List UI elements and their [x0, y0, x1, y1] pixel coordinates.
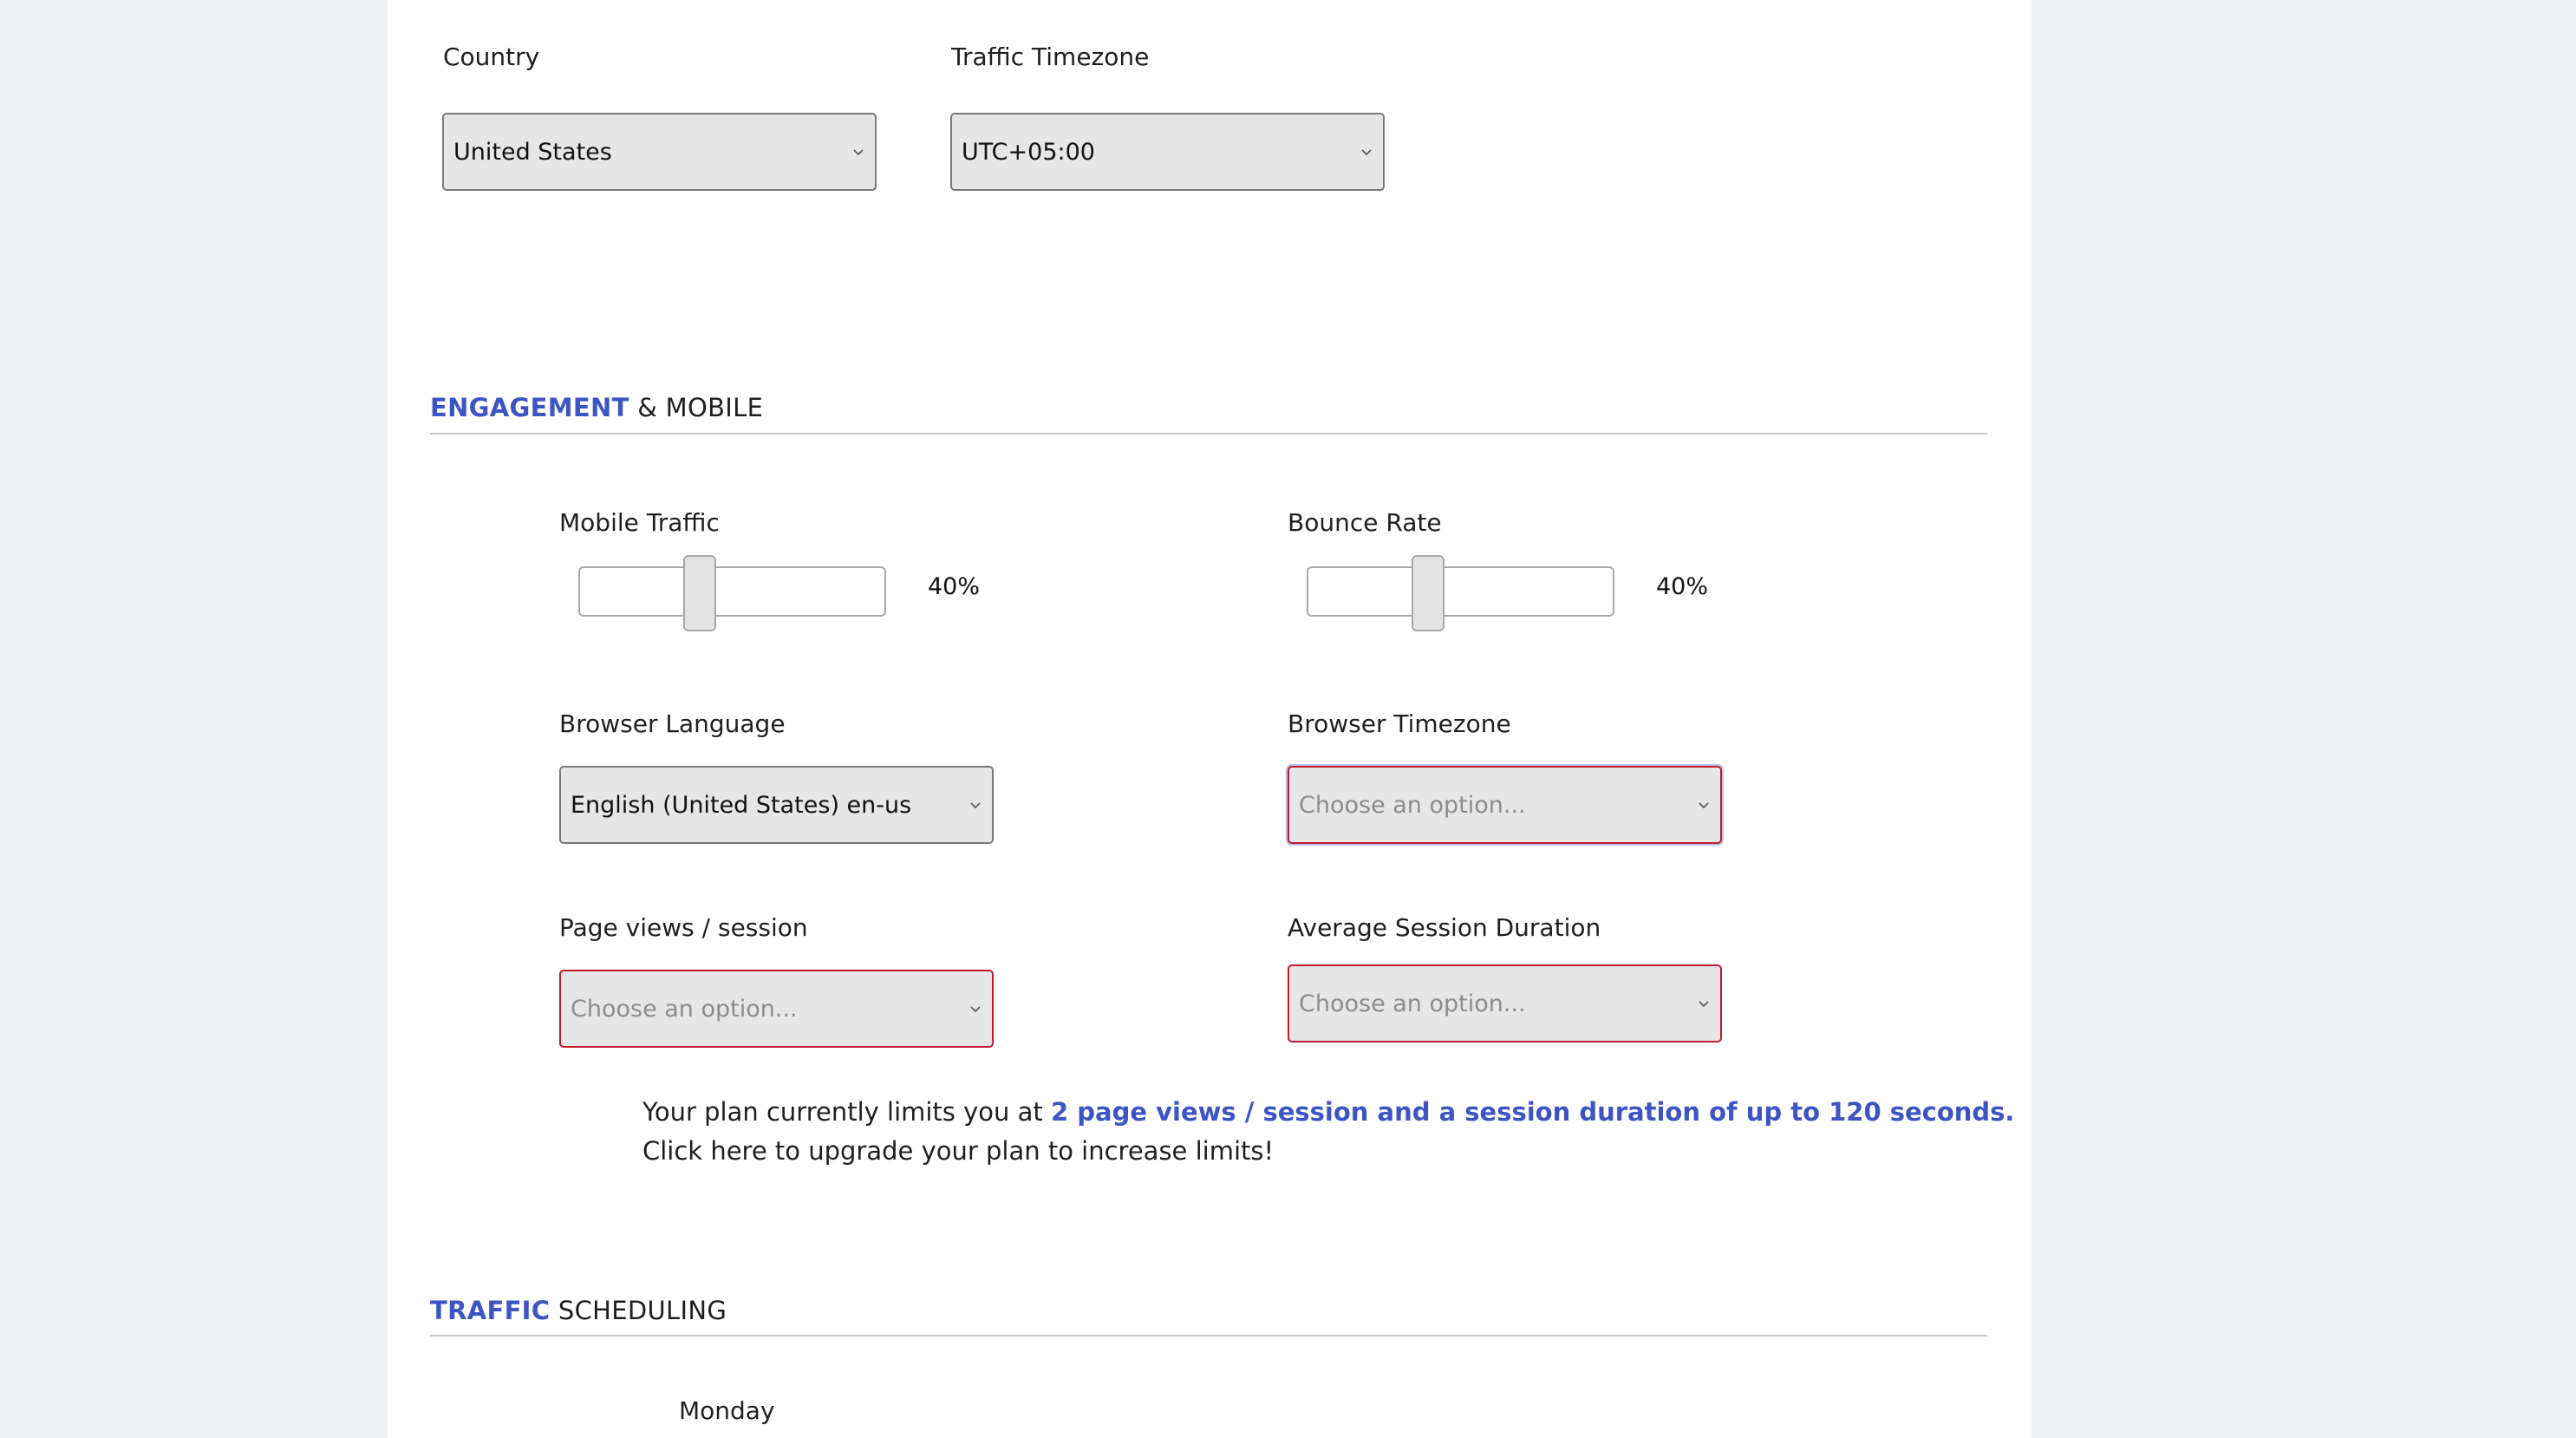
- browser-language-select[interactable]: [559, 766, 994, 844]
- scheduling-title-accent: TRAFFIC: [430, 1296, 551, 1325]
- bounce-rate-value: 40%: [1656, 573, 1709, 600]
- traffic-timezone-label: Traffic Timezone: [951, 42, 1150, 71]
- bounce-rate-slider[interactable]: [1307, 566, 1614, 617]
- session-duration-placeholder: Choose an option...: [1299, 990, 1526, 1017]
- upgrade-plan-link[interactable]: Click here to upgrade your plan to increase limits!: [642, 1136, 1275, 1166]
- scheduling-section-title: [430, 1296, 727, 1325]
- bounce-rate-slider-handle[interactable]: [1412, 555, 1445, 631]
- chevron-down-icon: [1359, 144, 1374, 160]
- session-duration-select[interactable]: [1288, 964, 1722, 1043]
- chevron-down-icon: [1696, 797, 1712, 813]
- engagement-title-accent: ENGAGEMENT: [430, 393, 629, 422]
- browser-timezone-select[interactable]: [1288, 766, 1722, 844]
- chevron-down-icon: [968, 1001, 983, 1016]
- plan-limit-prefix: Your plan currently limits you at: [642, 1097, 1043, 1127]
- chevron-down-icon: [968, 797, 983, 813]
- plan-limit-highlight: 2 page views / session and a session duration of up to 120 seconds.: [1051, 1097, 2015, 1127]
- country-label: Country: [443, 42, 540, 71]
- engagement-section-divider: [430, 433, 1987, 435]
- bounce-rate-label: Bounce Rate: [1288, 508, 1442, 537]
- mobile-traffic-label: Mobile Traffic: [559, 508, 720, 537]
- page-views-select[interactable]: [559, 970, 994, 1048]
- plan-limit-notice: [642, 1097, 2015, 1127]
- page-views-placeholder: Choose an option...: [571, 995, 798, 1023]
- browser-language-label: Browser Language: [559, 709, 786, 738]
- country-select-value: United States: [453, 138, 612, 166]
- browser-timezone-label: Browser Timezone: [1288, 709, 1511, 738]
- browser-timezone-placeholder: Choose an option...: [1299, 791, 1526, 819]
- mobile-traffic-slider[interactable]: [578, 566, 886, 617]
- browser-language-select-value: English (United States) en-us: [571, 791, 912, 819]
- page-views-label: Page views / session: [559, 913, 808, 942]
- mobile-traffic-value: 40%: [928, 573, 981, 600]
- traffic-timezone-select[interactable]: [950, 113, 1385, 191]
- engagement-section-title: [430, 393, 763, 422]
- chevron-down-icon: [851, 144, 866, 160]
- scheduling-title-rest: SCHEDULING: [558, 1296, 727, 1325]
- traffic-timezone-select-value: UTC+05:00: [962, 138, 1095, 166]
- country-select[interactable]: [442, 113, 877, 191]
- schedule-day-label: Monday: [679, 1396, 775, 1425]
- session-duration-label: Average Session Duration: [1288, 913, 1601, 942]
- chevron-down-icon: [1696, 996, 1712, 1011]
- scheduling-section-divider: [430, 1335, 1987, 1337]
- engagement-title-rest: & MOBILE: [637, 393, 764, 422]
- mobile-traffic-slider-handle[interactable]: [683, 555, 716, 631]
